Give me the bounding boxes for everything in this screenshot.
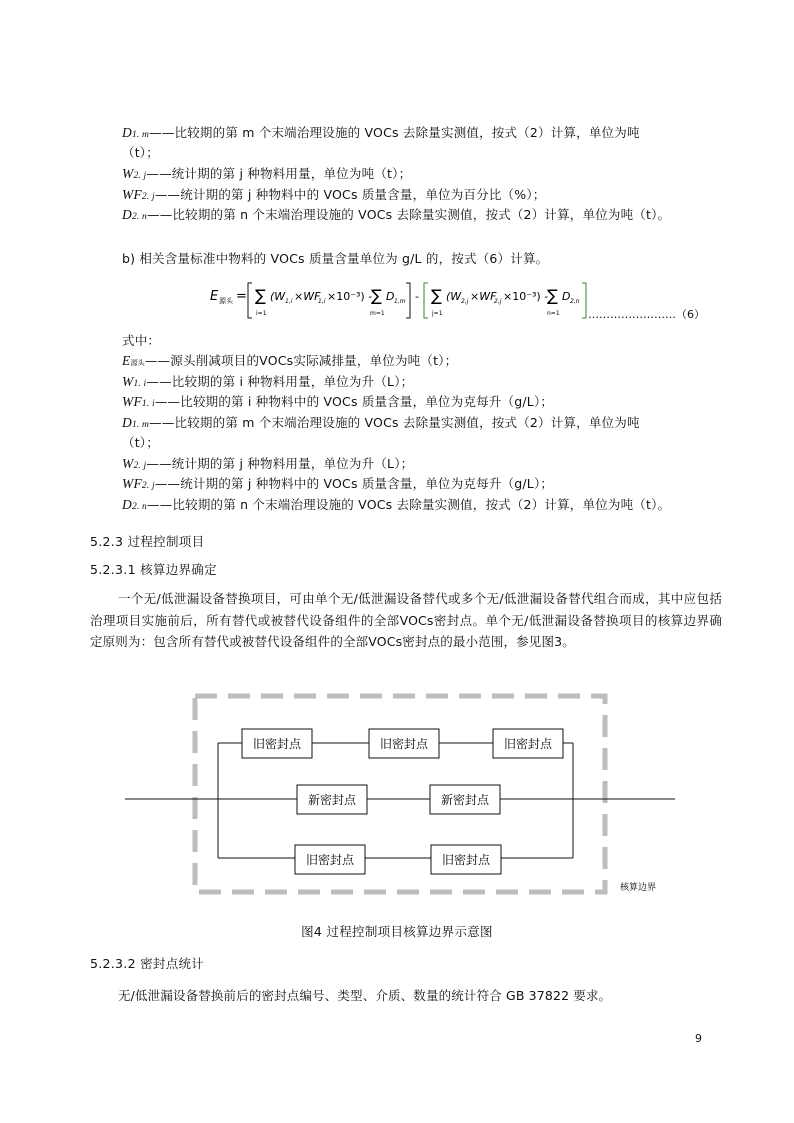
definition-d2n-b xyxy=(122,497,670,515)
definition-text: （t）； xyxy=(122,435,159,450)
accounting-boundary xyxy=(195,696,605,892)
definition-d1m xyxy=(122,125,640,143)
list-item-b: b) 相关含量标准中物料的 VOCs 质量含量单位为 g/L 的，按式（6）计算。 xyxy=(122,251,549,266)
symbol: D xyxy=(122,125,132,140)
formula-term-8: D xyxy=(562,290,571,303)
subscript: 2. j xyxy=(141,481,155,491)
symbol: W xyxy=(122,166,134,181)
definition-e-source xyxy=(122,353,457,371)
symbol: W xyxy=(122,374,134,389)
subscript: 1. i xyxy=(141,399,155,409)
symbol: WF xyxy=(122,187,142,202)
figure-caption: 图4 过程控制项目核算边界示意图 xyxy=(301,924,493,939)
sum-lower-2: m=1 xyxy=(370,310,385,317)
definition-continuation-b xyxy=(122,435,159,451)
definition-text: ——比较期的第 i 种物料中的 VOCs 质量含量，单位为克每升（g/L）； xyxy=(154,394,554,409)
section-heading-5-2-3-2: 5.2.3.2 密封点统计 xyxy=(90,956,205,971)
formula-term-5: (W xyxy=(446,290,462,303)
subscript: 1. m xyxy=(131,130,150,140)
new-seal-label: 新密封点 xyxy=(307,793,357,807)
symbol: WF xyxy=(122,394,142,409)
old-seal-label: 旧密封点 xyxy=(503,737,553,751)
sub-2n: 2,n xyxy=(570,298,580,305)
formula-equals: = xyxy=(236,289,247,304)
formula-term-4: D xyxy=(386,290,395,303)
definition-w2j-b xyxy=(122,456,413,474)
sum-lower-3: j=1 xyxy=(432,310,443,317)
old-seal-label: 旧密封点 xyxy=(379,737,429,751)
definition-text: ——统计期的第 j 种物料中的 VOCs 质量含量，单位为克每升（g/L）； xyxy=(154,476,554,491)
old-seal-label: 旧密封点 xyxy=(441,853,491,867)
old-seal-label: 旧密封点 xyxy=(252,737,302,751)
formula-lhs-sub: 源头 xyxy=(219,297,233,305)
formula-minus: - xyxy=(415,290,419,303)
paragraph-boundary: 一个无/低泄漏设备替换项目，可由单个无/低泄漏设备替代或多个无/低泄漏设备替代组合而成，其中应包括治理项目实施前后，所有替代或被替代设备组件的全部VOCs密封点。单个无/低泄漏设备替换项目的核算边界确定原则为：包含所有替代或被替代设备组件的全部VOCs密封点的最小范围，参见图3。 xyxy=(90,591,722,649)
definition-text: ——比较期的第 n 个末端治理设施的 VOCs 去除量实测值，按式（2）计算，单位为吨（t）。 xyxy=(147,207,671,222)
sub-1i-b: 1,i xyxy=(318,298,326,305)
formula-term-2: ×WF xyxy=(294,290,321,303)
subscript: 1. i xyxy=(133,379,147,389)
formula-bracket-right-2 xyxy=(582,283,586,318)
section-heading-5-2-3-1: 5.2.3.1 核算边界确定 xyxy=(90,562,217,577)
subscript: 2. n xyxy=(131,502,148,512)
formula-term-1: (W xyxy=(270,290,286,303)
sum-symbol-3: ∑ xyxy=(431,286,442,305)
sub-1i: 1,i xyxy=(285,298,293,305)
definition-text: ——比较期的第 n 个末端治理设施的 VOCs 去除量实测值，按式（2）计算，单位为吨（t）。 xyxy=(147,497,671,512)
symbol: W xyxy=(122,456,134,471)
definition-text: ——源头削减项目的VOCs实际减排量，单位为吨（t）； xyxy=(144,353,458,368)
symbol: D xyxy=(122,207,132,222)
definition-wf1i xyxy=(122,394,553,412)
sub-2j-b: 2,j xyxy=(494,298,502,305)
sub-2j: 2,j xyxy=(461,298,469,305)
definition-text: ——比较期的第 m 个末端治理设施的 VOCs 去除量实测值，按式（2）计算，单位为吨 xyxy=(149,415,640,430)
subscript: 2. j xyxy=(133,171,147,181)
symbol: WF xyxy=(122,476,142,491)
page-number: 9 xyxy=(695,1032,702,1045)
sum-symbol: ∑ xyxy=(255,286,266,305)
new-seal-label: 新密封点 xyxy=(440,793,490,807)
subscript: 2. j xyxy=(133,461,147,471)
sum-symbol-2: ∑ xyxy=(371,286,382,305)
formula-bracket-left-2 xyxy=(424,283,428,318)
definition-text: ——比较期的第 i 种物料用量，单位为升（L）； xyxy=(146,374,414,389)
definition-d1m-b xyxy=(122,415,640,433)
definition-text: ——比较期的第 m 个末端治理设施的 VOCs 去除量实测值，按式（2）计算，单位为吨 xyxy=(149,125,640,140)
subscript: 2. n xyxy=(131,212,148,222)
formula-lhs: E xyxy=(210,289,219,304)
sub-1m: 1,m xyxy=(394,298,406,305)
formula-term-7: ×10⁻³) - xyxy=(503,290,549,303)
sum-symbol-4: ∑ xyxy=(547,286,558,305)
formula-6 xyxy=(210,280,730,326)
definition-text: ——统计期的第 j 种物料用量，单位为吨（t）； xyxy=(146,166,412,181)
definition-d2n xyxy=(122,207,670,225)
definition-text: ——统计期的第 j 种物料中的 VOCs 质量含量，单位为百分比（%）； xyxy=(154,187,546,202)
subscript: 源头 xyxy=(130,359,145,367)
subscript: 1. m xyxy=(131,420,150,430)
definition-w2j xyxy=(122,166,411,184)
definition-text: ——统计期的第 j 种物料用量，单位为升（L）； xyxy=(146,456,414,471)
sum-lower: i=1 xyxy=(256,310,267,317)
symbol: E xyxy=(122,353,131,368)
subscript: 2. j xyxy=(141,192,155,202)
symbol: D xyxy=(122,497,132,512)
definition-w1i xyxy=(122,374,413,392)
formula-term-3: ×10⁻³) - xyxy=(327,290,373,303)
formula-term-6: ×WF xyxy=(470,290,497,303)
definition-wf2j xyxy=(122,187,545,205)
boundary-label: 核算边界 xyxy=(620,883,657,893)
where-label: 式中： xyxy=(122,333,161,348)
formula-bracket-left xyxy=(248,283,252,318)
equation-number: ……………………（6） xyxy=(588,308,705,321)
symbol: D xyxy=(122,415,132,430)
paragraph-seal-statistics: 无/低泄漏设备替换前后的密封点编号、类型、介质、数量的统计符合 GB 37822 要求。 xyxy=(118,988,612,1003)
definition-continuation xyxy=(122,145,159,161)
formula-bracket-right xyxy=(406,283,410,318)
definition-wf2j-b xyxy=(122,476,553,494)
boundary-diagram xyxy=(120,690,680,905)
sum-lower-4: n=1 xyxy=(547,310,560,317)
section-heading-5-2-3: 5.2.3 过程控制项目 xyxy=(90,534,205,549)
old-seal-label: 旧密封点 xyxy=(305,853,355,867)
definition-text: （t）； xyxy=(122,145,159,160)
